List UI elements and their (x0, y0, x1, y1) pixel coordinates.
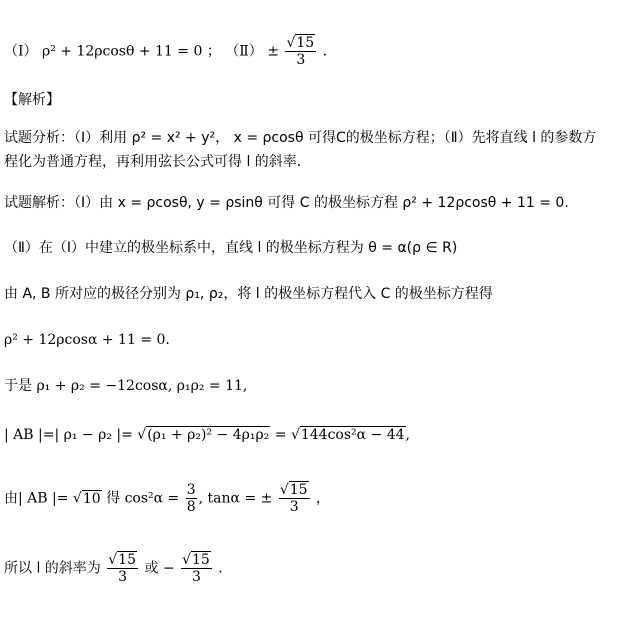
line8-prefix: 所以 l 的斜率为 (4, 560, 106, 577)
line7-prefix: 由| AB |= (4, 490, 73, 507)
line7-tan-denominator: 3 (289, 499, 299, 515)
line7-middle: 得 cos²α = (101, 490, 184, 507)
line7-cos-numerator: 3 (186, 482, 196, 498)
line8-denominator-2: 3 (192, 569, 201, 585)
line8-slope-fraction-1: $\frac{√15}{3}$ (108, 552, 136, 585)
solution-line-1: 试题解析：（Ⅰ）由 x = ρcosθ, y = ρsinθ 可得 C 的极坐标方程 ρ² + 12ρcosθ + 11 = 0. (4, 195, 569, 211)
line8-or: 或 − (140, 560, 175, 577)
answer-part2-radicand: 15 (296, 35, 315, 51)
answer-part1-equation: ρ² + 12ρcosθ + 11 = 0 (41, 43, 203, 60)
solution-line-8 (4, 552, 232, 585)
answer-part1-label: （Ⅰ） (4, 43, 38, 60)
line7-tan: , tanα = ± (198, 490, 273, 507)
line8-radicand-1: 15 (118, 552, 136, 568)
line7-tan-radicand: 15 (289, 482, 308, 498)
answer-part2-pm: ± (267, 43, 279, 60)
solution-line-7: 由| AB |= √10 得 cos²α = $\frac{3}{8}$ , tanα = ± $\frac{√15}{3}$ ， (4, 482, 331, 515)
line6-equals: = (270, 427, 291, 443)
answer-part2-fraction: $\frac{√15}{3}$ (286, 35, 315, 68)
solution-line-3: 由 A, B 所对应的极径分别为 ρ₁, ρ₂，将 l 的极坐标方程代入 C 的极坐标方程得 (4, 286, 493, 302)
analysis-line-2: 程化为普通方程，再利用弦长公式可得 l 的斜率． (4, 154, 311, 170)
line6-radicand-2: 144cos²α − 44 (300, 427, 405, 443)
analysis-line-1: 试题分析：（Ⅰ）利用 ρ² = x² + y²， x = ρcosθ 可得C的极坐标方程；（Ⅱ）先将直线 l 的参数方 (4, 130, 597, 146)
answer-separator: ； (206, 43, 221, 60)
line6-prefix: | AB |=| ρ₁ − ρ₂ |= (4, 427, 138, 443)
line8-denominator-1: 3 (118, 569, 128, 585)
answer-line (4, 35, 337, 68)
answer-part2-denominator: 3 (296, 52, 306, 68)
line7-radicand: 10 (82, 490, 101, 507)
line7-tan-fraction: $\frac{√15}{3}$ (279, 482, 308, 515)
line7-end: ， (311, 490, 331, 507)
solution-line-4: ρ² + 12ρcosα + 11 = 0. (4, 332, 170, 348)
answer-part2-label: （Ⅱ） (225, 43, 263, 60)
line8-slope-fraction-2: $\frac{√15}{3}$ (182, 552, 210, 585)
line7-cos-denominator: 8 (186, 499, 196, 515)
solution-line-5: 于是 ρ₁ + ρ₂ = −12cosα, ρ₁ρ₂ = 11, (4, 378, 248, 394)
solution-line-2: （Ⅱ）在（Ⅰ）中建立的极坐标系中，直线 l 的极坐标方程为 θ = α(ρ ∈ R) (4, 240, 458, 256)
line8-radicand-2: 15 (192, 552, 210, 568)
line6-radicand-1: (ρ₁ + ρ₂)² − 4ρ₁ρ₂ (147, 427, 270, 443)
line6-end: , (405, 427, 410, 443)
solution-line-6: | AB |=| ρ₁ − ρ₂ |= √(ρ₁ + ρ₂)² − 4ρ₁ρ₂ = √144cos²α − 44, (4, 427, 410, 443)
line7-cos-fraction (186, 482, 197, 515)
section-title: 【解析】 (4, 92, 60, 108)
line8-end: ． (213, 560, 233, 577)
answer-end-punct: ． (322, 43, 337, 60)
